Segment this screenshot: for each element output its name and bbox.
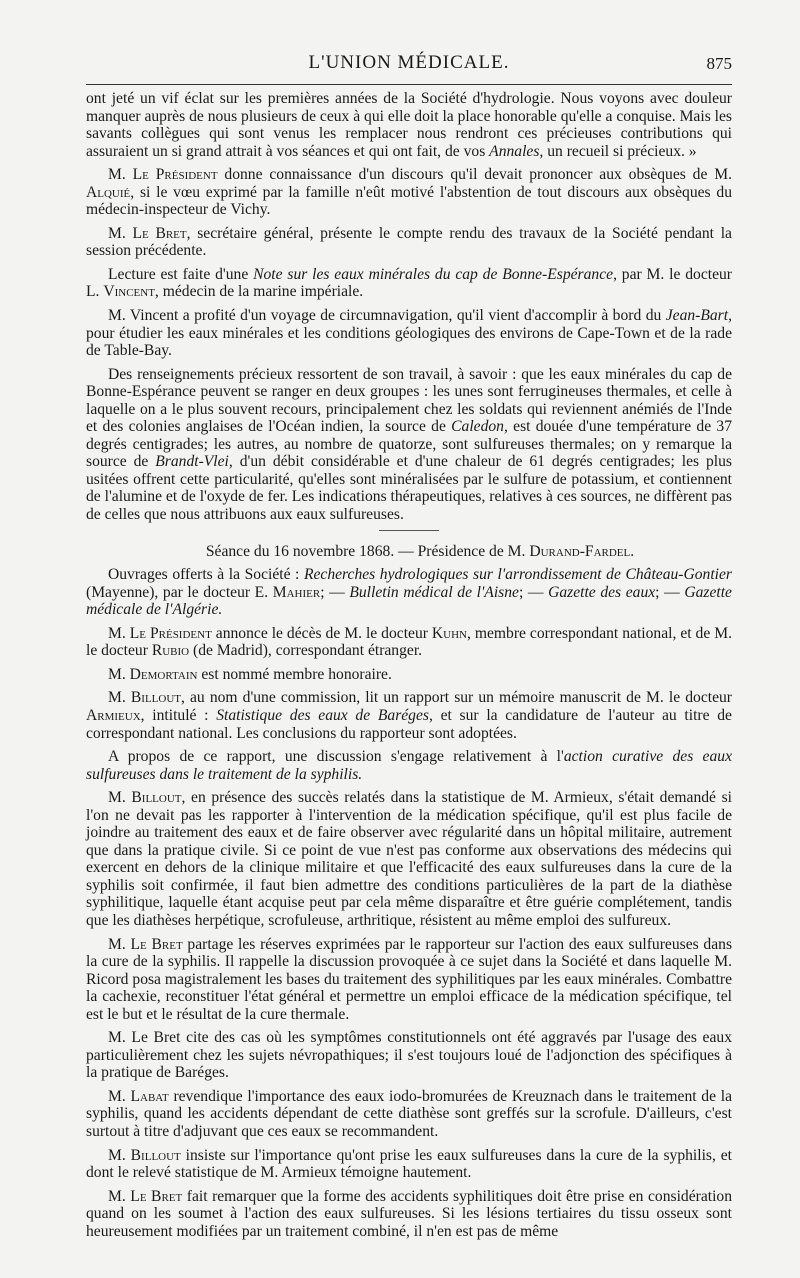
session-heading: Séance du 16 novembre 1868. — Présidence de M. Durand-Fardel. [205, 542, 635, 560]
paragraph: Des renseignements précieux ressortent de son travail, à savoir : que les eaux minérales du cap de Bonne-Espérance peuvent se ranger en deux groupes : les unes sont ferrugineuses thermales, et celle à laquelle on a le plus souvent recours, principalement chez les soldats qui reviennent anémiés de l'Inde et des colonies anglaises de l'Océan indien, la source de Caledon, est douée d'une température de 37 degrés centigrades; les autres, au nombre de quatorze, sont sulfureuses thermales; on y remarque la source de Brandt-Vlei, d'un débit considérable et d'une chaleur de 61 degrés centigrades; les plus usitées offrent cette particularité, qu'elles sont minéralisées par le sulfure de potassium, et contiennent de l'alumine et de l'oxyde de fer. Les indications thérapeutiques, relatives à ces sources, ne diffèrent pas de celles que nous attribuons aux eaux sulfureuses. [86, 365, 732, 524]
paragraph: M. Le Président donne connaissance d'un discours qu'il devait prononcer aux obsèques de M. Alquié, si le vœu exprimé par la famille n'eût motivé l'abstention de tout discours aux obsèques du médecin-inspecteur de Vichy. [86, 166, 732, 219]
paragraph: Ouvrages offerts à la Société : Recherches hydrologiques sur l'arrondissement de Château-Gontier (Mayenne), par le docteur E. Mahier; — Bulletin médical de l'Aisne; — Gazette des eaux; — Gazette médicale de l'Algérie. [86, 566, 733, 619]
section-divider [379, 530, 439, 531]
paragraph: M. Billout insiste sur l'importance qu'ont prise les eaux sulfureuses dans la cure de la syphilis, et dont le relevé statistique de M. Armieux témoigne hautement. [86, 1146, 733, 1182]
paragraph: M. Billout, au nom d'une commission, lit un rapport sur un mémoire manuscrit de M. le docteur Armieux, intitulé : Statistique des eaux de Baréges, et sur la candidature de l'auteur au titre de correspondant national. Les conclusions du rapporteur sont adoptées. [86, 689, 732, 742]
page-number: 875 [706, 54, 732, 73]
paragraph: Lecture est faite d'une Note sur les eaux minérales du cap de Bonne-Espérance, par M. le docteur L. Vincent, médecin de la marine impériale. [86, 265, 732, 301]
body-text [86, 90, 732, 1246]
paragraph: A propos de ce rapport, une discussion s'engage relativement à l'action curative des eaux sulfureuses dans le traitement de la syphilis. [86, 748, 732, 783]
paragraph: M. Le Président annonce le décès de M. le docteur Kuhn, membre correspondant national, et de M. le docteur Rubio (de Madrid), correspondant étranger. [86, 624, 733, 660]
paragraph: M. Vincent a profité d'un voyage de circumnavigation, qu'il vient d'accomplir à bord du Jean-Bart, pour étudier les eaux minérales et les conditions géologiques des environs de Cape-Town et de la rade de Table-Bay. [86, 307, 732, 360]
paragraph: M. Le Bret fait remarquer que la forme des accidents syphilitiques doit être prise en considération quand on les soumet à l'action des eaux sulfureuses. Si les lésions tertiaires du tissu osseux sont heureusement modifiées par un traitement combiné, il n'en est pas de même [86, 1187, 732, 1240]
paragraph: M. Demortain est nommé membre honoraire. [108, 665, 392, 683]
paragraph: M. Labat revendique l'importance des eaux iodo-bromurées de Kreuznach dans le traitement de la syphilis, quand les accidents dépendant de cette diathèse sont greffés sur la scrofule. D'ailleurs, c'est surtout à titre d'adjuvant que ces eaux se recommandent. [86, 1087, 732, 1140]
paragraph: M. Le Bret cite des cas où les symptômes constitutionnels ont été aggravés par l'usage des eaux particulièrement chez les sujets névropathiques; il s'est toujours loué de l'adjonction des spécifiques à la pratique de Baréges. [86, 1029, 732, 1082]
page-header [86, 48, 732, 82]
paragraph: ont jeté un vif éclat sur les premières années de la Société d'hydrologie. Nous voyons avec douleur manquer auprès de nous plusieurs de ceux à qui elle doit la place honorable qu'elle a conquise. Mais les savants collègues qui sont venus les remplacer nous rendront ces précieuses contributions qui assuraient un si grand attrait à vos séances et qui ont fait, de vos Annales, un recueil si précieux. » [86, 90, 732, 160]
running-title: L'UNION MÉDICALE. [308, 52, 510, 73]
paragraph: M. Le Bret, secrétaire général, présente le compte rendu des travaux de la Société pendant la session précédente. [86, 224, 732, 260]
header-rule [86, 84, 732, 85]
paragraph: M. Le Bret partage les réserves exprimées par le rapporteur sur l'action des eaux sulfureuses dans la cure de la syphilis. Il rappelle la discussion provoquée à ce sujet dans la Société et dans laquelle M. Ricord posa magistralement les bases du traitement des syphilitiques par les eaux minérales. Combattre la cachexie, reconstituer l'état général et permettre un emploi efficace de la médication spécifique, tel est le but et le résultat de la cure thermale. [86, 935, 733, 1023]
paragraph: M. Billout, en présence des succès relatés dans la statistique de M. Armieux, s'était demandé si l'on ne devait pas les rapporter à l'intervention de la médication spécifique, qu'il est plus facile de joindre au traitement des eaux et de faire observer avec régularité dans un hôpital militaire, autrement que dans la pratique civile. Si ce point de vue n'est pas conforme aux observations des médecins qui exercent en dehors de la clinique militaire et que l'efficacité des eaux sulfureuses dans la cure de la syphilis soit confirmée, il faut bien admettre des conditions particulières de la part de la diathèse syphilitique, laquelle étant acquise peut par cela même disparaître et être guérie complétement, tandis que les diathèses herpétique, scrofuleuse, arthritique, résistent au même emploi des sulfureux. [86, 789, 732, 929]
